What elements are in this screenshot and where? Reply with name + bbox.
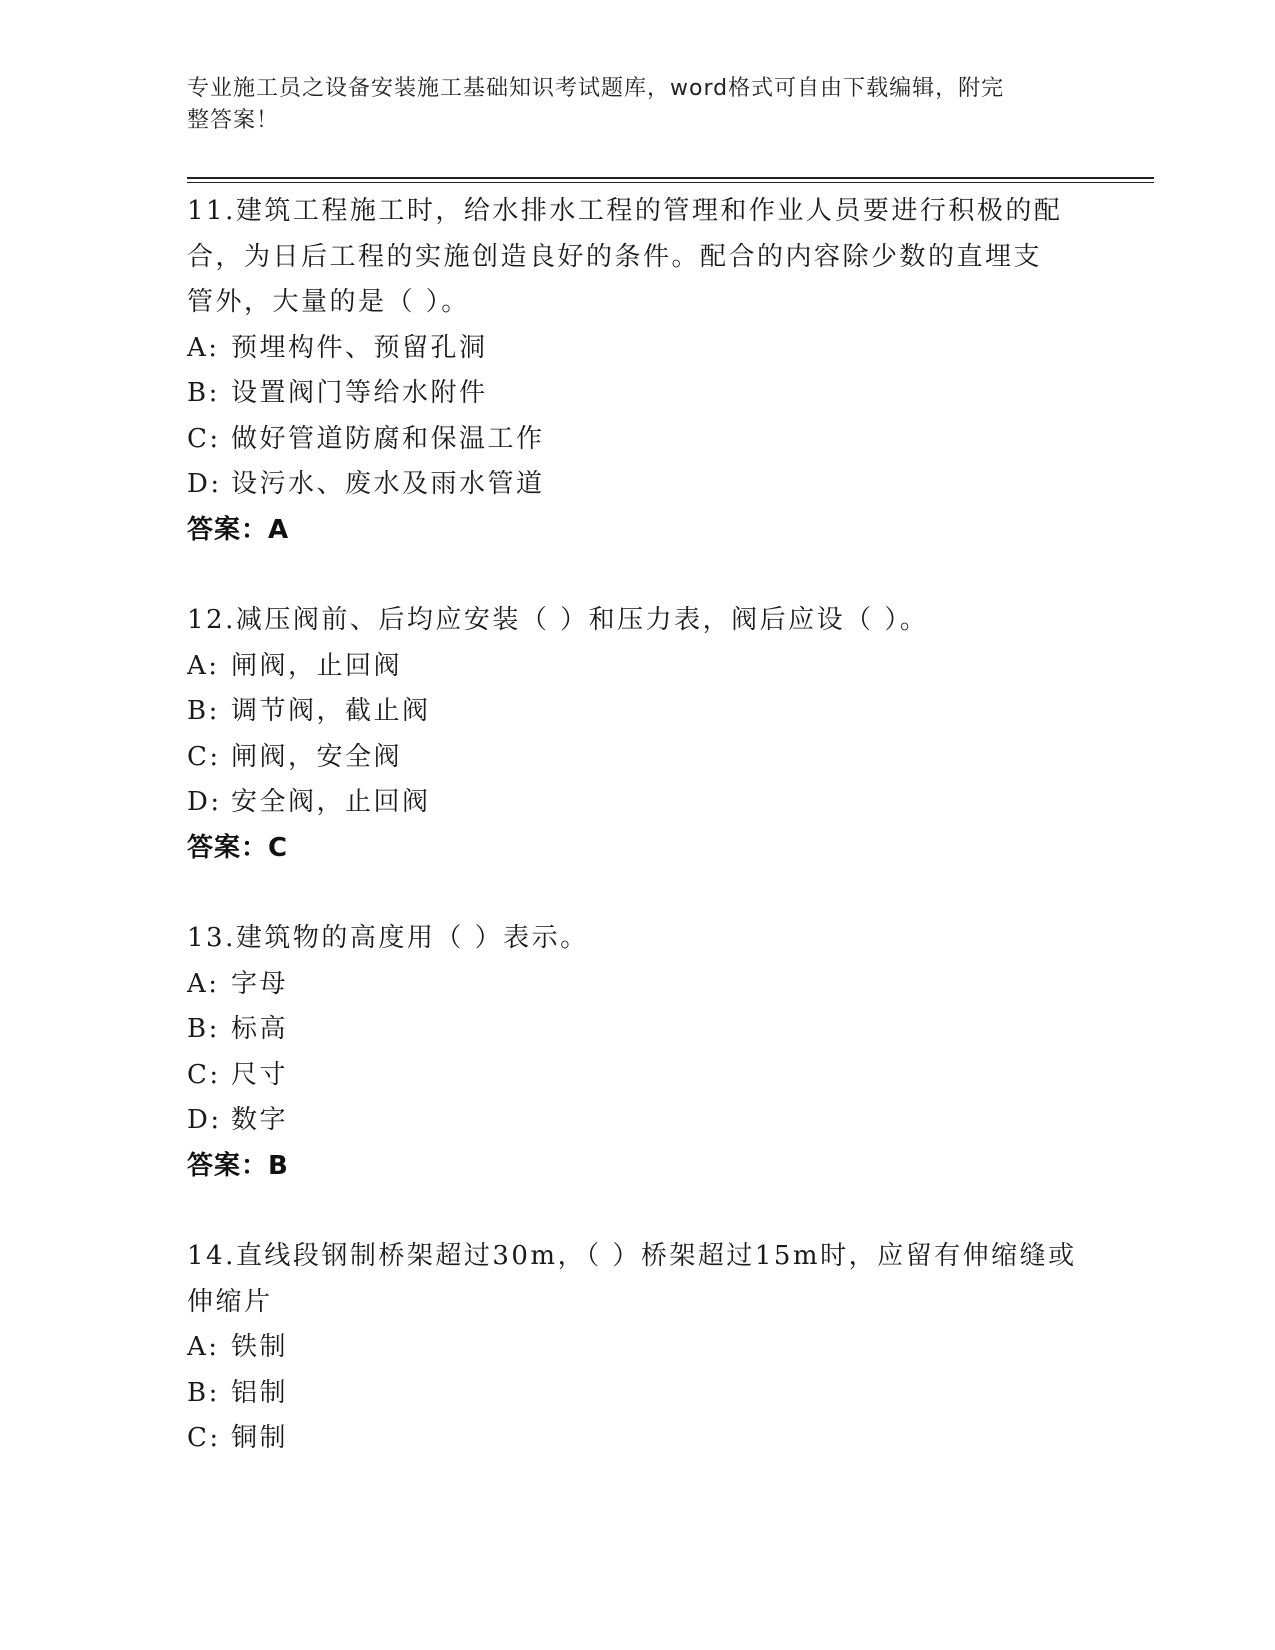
option-label: A: (187, 650, 220, 681)
option-b (187, 1007, 1087, 1053)
question-13 (187, 916, 1087, 1189)
answer-line: 答案：A (187, 514, 290, 545)
option-text: 铁制 (231, 1332, 289, 1362)
option-label: C: (187, 1423, 221, 1453)
option-label: D: (187, 1105, 222, 1135)
option-text: 做好管道防腐和保温工作 (231, 423, 545, 454)
option-text: 设污水、废水及雨水管道 (231, 469, 545, 499)
option-label: B: (187, 696, 220, 726)
option-label: A: (187, 968, 220, 999)
option-d (187, 462, 1087, 508)
option-text: 设置阀门等给水附件 (231, 378, 488, 408)
option-label: A: (187, 1332, 220, 1362)
option-text: 调节阀，截止阀 (231, 696, 431, 726)
option-a (187, 644, 1087, 690)
header-divider-thin (187, 182, 1154, 183)
option-label: B: (187, 1014, 220, 1044)
option-label: C: (187, 423, 221, 454)
option-label: C: (187, 741, 221, 772)
option-label: A: (187, 332, 220, 363)
option-text: 字母 (231, 968, 289, 999)
option-text: 标高 (231, 1014, 289, 1044)
option-text: 铝制 (231, 1377, 289, 1408)
option-d (187, 1098, 1087, 1144)
option-c (187, 735, 1087, 781)
option-b (187, 689, 1087, 735)
question-text-line: 14.直线段钢制桥架超过30m，（ ）桥架超过15m时，应留有伸缩缝或 (187, 1241, 1077, 1271)
question-text-line: 11.建筑工程施工时，给水排水工程的管理和作业人员要进行积极的配 (187, 196, 1063, 226)
header-line-1: 专业施工员之设备安装施工基础知识考试题库，word格式可自由下载编辑，附完 (187, 76, 1005, 101)
header-line-2: 整答案！ (187, 108, 280, 133)
question-list (187, 189, 1087, 1507)
option-text: 铜制 (231, 1423, 289, 1453)
option-label: B: (187, 1377, 220, 1408)
question-text-line: 12.减压阀前、后均应安装（ ）和压力表，阀后应设（ ）。 (187, 605, 929, 635)
option-a (187, 962, 1087, 1008)
option-d (187, 780, 1087, 826)
question-text-line: 合，为日后工程的实施创造良好的条件。配合的内容除少数的直埋支 (187, 241, 1043, 272)
option-text: 预埋构件、预留孔洞 (231, 332, 488, 363)
option-text: 尺寸 (231, 1059, 289, 1090)
option-a (187, 326, 1087, 372)
question-11 (187, 189, 1087, 553)
option-label: B: (187, 378, 220, 408)
option-text: 闸阀，安全阀 (231, 741, 403, 772)
option-text: 闸阀，止回阀 (231, 650, 403, 681)
question-12 (187, 598, 1087, 871)
option-label: C: (187, 1059, 221, 1090)
answer-line: 答案：B (187, 1150, 289, 1181)
option-c (187, 1416, 1087, 1462)
option-c (187, 417, 1087, 463)
option-b (187, 1371, 1087, 1417)
option-a (187, 1325, 1087, 1371)
option-text: 安全阀，止回阀 (231, 787, 431, 817)
question-text-line: 13.建筑物的高度用（ ）表示。 (187, 923, 589, 953)
option-b (187, 371, 1087, 417)
answer-line: 答案：C (187, 832, 289, 863)
question-14 (187, 1234, 1087, 1462)
option-text: 数字 (231, 1105, 289, 1135)
document-header (187, 73, 1067, 137)
option-label: D: (187, 787, 222, 817)
option-label: D: (187, 469, 222, 499)
header-divider-thick (187, 177, 1154, 179)
question-text-line: 管外，大量的是（ ）。 (187, 287, 470, 317)
option-c (187, 1053, 1087, 1099)
question-text-line: 伸缩片 (187, 1286, 273, 1317)
